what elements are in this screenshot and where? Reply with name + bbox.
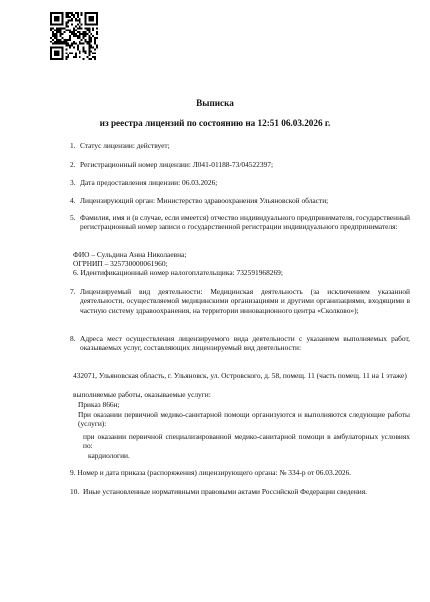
item-3-number: 3. bbox=[70, 178, 76, 187]
fio-line: ФИО – Сульдина Анна Николаевна; bbox=[73, 250, 187, 259]
item-3-text: Дата предоставления лицензии: 06.03.2026; bbox=[80, 178, 218, 187]
item-4-text: Лицензирующий орган: Министерство здравоохранения Ульяновской области; bbox=[80, 196, 329, 205]
order-text: Приказ 866н; bbox=[78, 400, 120, 409]
item-5-number: 5. bbox=[70, 213, 76, 222]
cardiology-text: кардиологии. bbox=[88, 451, 130, 460]
item-5-text: Фамилия, имя и (в случае, если имеется) отчество индивидуального предпринимателя, государственный регистрационный номер записи о государственной регистрации индивидуального предпринимателя: bbox=[80, 213, 410, 232]
item-10-text: Иные установленные нормативными правовыми актами Российской Федерации сведения. bbox=[83, 487, 367, 496]
address-text: 432071, Ульяновская область, г. Ульяновск, ул. Островского, д. 58, помещ. 11 (часть помещ. 11 на 1 этаже) bbox=[73, 371, 407, 380]
primary-care-text: При оказании первичной медико-санитарной помощи организуются и выполняются следующие работы (услуги): bbox=[78, 410, 410, 429]
ogrnip-line: ОГРНИП – 325730000061960; bbox=[73, 259, 168, 268]
item-8-text: Адреса мест осуществления лицензируемого вида деятельности с указанием выполняемых работ, оказываемых услуг, составляющих лицензируемый вид деятельности: bbox=[80, 334, 410, 353]
item-2-number: 2. bbox=[70, 160, 76, 169]
item-2-text: Регистрационный номер лицензии: Л041-01188-73/04522397; bbox=[80, 160, 273, 169]
item-1-text: Статус лицензии: действует; bbox=[80, 141, 170, 150]
item-6-text: 6. Идентификационный номер налогоплательщика: 732591968269; bbox=[73, 268, 283, 277]
works-label: выполняемые работы, оказываемые услуги: bbox=[73, 390, 211, 399]
doc-subtitle: из реестра лицензий по состоянию на 12:51 06.03.2026 г. bbox=[99, 118, 331, 128]
item-10-number: 10. bbox=[70, 487, 80, 496]
item-7-number: 7. bbox=[70, 287, 76, 296]
item-9-text: 9. Номер и дата приказа (распоряжения) лицензирующего органа: № 334-р от 06.03.2026. bbox=[70, 468, 352, 477]
doc-title: Выписка bbox=[196, 98, 234, 108]
item-1-number: 1. bbox=[70, 141, 76, 150]
item-8-number: 8. bbox=[70, 334, 76, 343]
item-7-text: Лицензируемый вид деятельности: Медицинская деятельность (за исключением указанной деятельности, осуществляемой медицинскими организациями и другими организациями, входящими в частную систему здравоохранения, на территории инновационного центра «Сколково»); bbox=[80, 287, 410, 315]
item-4-number: 4. bbox=[70, 196, 76, 205]
specialized-care-text: при оказании первичной специализированной медико-санитарной помощи в амбулаторных условиях по: bbox=[83, 432, 410, 451]
qr-code-icon bbox=[50, 12, 98, 60]
